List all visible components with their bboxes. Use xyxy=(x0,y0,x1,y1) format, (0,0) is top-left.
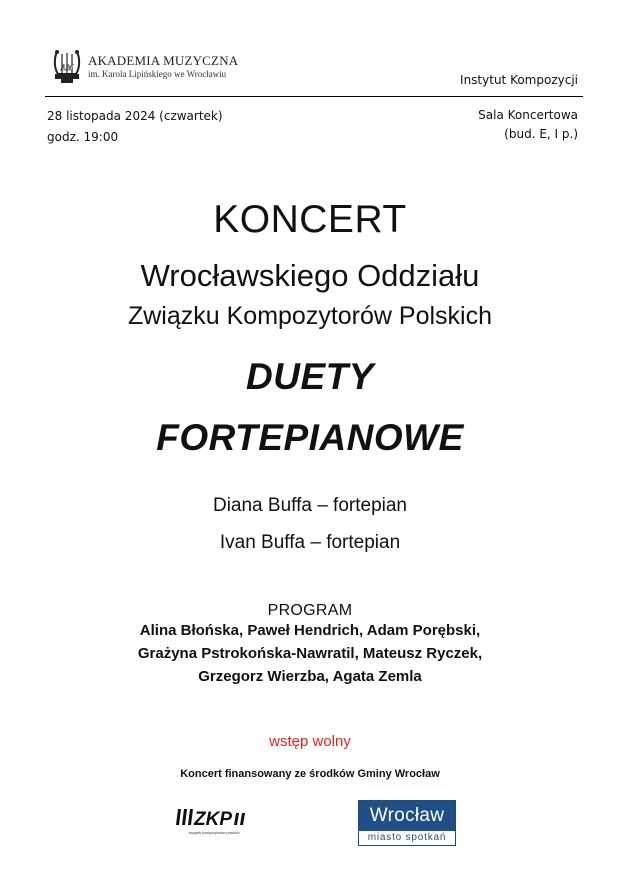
concert-name-line2: FORTEPIANOWE xyxy=(156,417,464,458)
lyre-logo-icon xyxy=(52,48,82,86)
admission-note: wstęp wolny xyxy=(269,733,351,750)
funding-note: Koncert finansowany ze środków Gminy Wrocław xyxy=(180,768,440,780)
concert-name-line1: DUETY xyxy=(246,356,374,397)
wroclaw-logo-tagline: miasto spotkań xyxy=(359,831,455,845)
header-divider xyxy=(45,96,583,97)
program-composers-line1: Alina Błońska, Paweł Hendrich, Adam Porębski, xyxy=(139,622,481,639)
event-datetime xyxy=(47,106,223,148)
program-composers-line3: Grzegorz Wierzba, Agata Zemla xyxy=(198,668,422,685)
title-organizer-line2: Związku Kompozytorów Polskich xyxy=(127,302,492,330)
zkp-logo xyxy=(176,803,248,841)
venue-detail: (bud. E, I p.) xyxy=(504,127,578,141)
title-organizer-line1: Wrocławskiego Oddziału xyxy=(140,258,480,293)
zkp-text: ZKP xyxy=(194,809,232,830)
institute-name: Instytut Kompozycji xyxy=(460,73,578,87)
performer-1: Diana Buffa – fortepian xyxy=(212,495,407,516)
logo-title: AKADEMIA MUZYCZNA xyxy=(88,53,239,69)
title-koncert: KONCERT xyxy=(213,198,407,241)
logo-monogram: AM xyxy=(60,63,74,72)
zkp-subtitle: związek kompozytorów polskich xyxy=(188,831,240,835)
wroclaw-logo-name: Wrocław xyxy=(359,801,455,831)
venue-name: Sala Koncertowa xyxy=(478,108,578,122)
program-composers-line2: Grażyna Pstrokońska-Nawratil, Mateusz Ryczek, xyxy=(137,645,483,662)
event-date: 28 listopada 2024 (czwartek) xyxy=(47,109,223,123)
event-venue xyxy=(478,106,578,144)
wroclaw-logo xyxy=(358,800,456,846)
academy-logo xyxy=(52,48,238,86)
program-label: PROGRAM xyxy=(267,602,353,619)
performer-2: Ivan Buffa – fortepian xyxy=(219,532,401,553)
logo-subtitle: im. Karola Lipińskiego we Wrocławiu xyxy=(88,69,227,80)
event-time: godz. 19:00 xyxy=(47,130,119,144)
